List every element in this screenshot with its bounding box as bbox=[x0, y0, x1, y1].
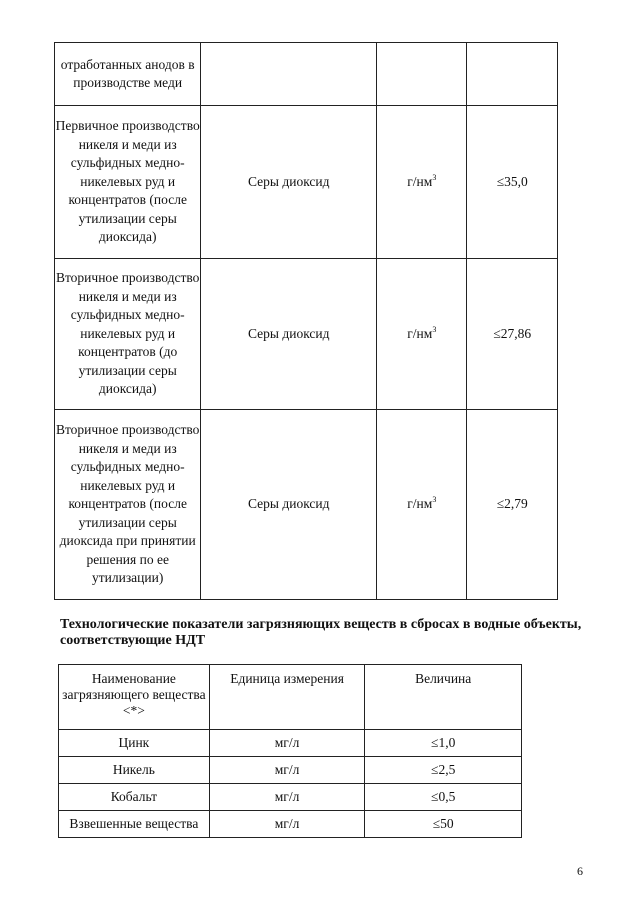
substance-cell: Никель bbox=[59, 757, 210, 784]
substance-cell bbox=[201, 43, 377, 106]
unit-exponent: 3 bbox=[432, 324, 437, 334]
table-row bbox=[59, 730, 522, 757]
process-cell: Вторичное производство никеля и меди из сульфидных медно-никелевых руд и концентратов (до утилизации серы диоксида) bbox=[55, 259, 201, 410]
unit-cell: мг/л bbox=[209, 811, 365, 838]
substance-cell: Взвешенные вещества bbox=[59, 811, 210, 838]
table-row bbox=[59, 811, 522, 838]
unit-exponent: 3 bbox=[432, 495, 437, 505]
column-header-unit: Единица измерения bbox=[209, 665, 365, 730]
process-cell: отработанных анодов в производстве меди bbox=[55, 43, 201, 106]
unit-cell bbox=[377, 410, 467, 600]
table-row bbox=[59, 784, 522, 811]
substance-cell: Кобальт bbox=[59, 784, 210, 811]
column-header-value: Величина bbox=[365, 665, 522, 730]
substance-cell: Серы диоксид bbox=[201, 259, 377, 410]
value-cell bbox=[467, 43, 558, 106]
value-cell: ≤0,5 bbox=[365, 784, 522, 811]
table-row bbox=[55, 43, 558, 106]
substance-cell: Серы диоксид bbox=[201, 106, 377, 259]
page-number: 6 bbox=[577, 864, 583, 878]
discharge-table bbox=[58, 664, 522, 838]
table-row bbox=[55, 410, 558, 600]
unit-text: г/нм bbox=[407, 173, 433, 189]
section-heading: Технологические показатели загрязняющих веществ в сбросах в водные объекты, соответствующие НДТ bbox=[60, 617, 582, 648]
table-row bbox=[55, 259, 558, 410]
process-cell: Первичное производство никеля и меди из сульфидных медно-никелевых руд и концентратов (после утилизации серы диоксида) bbox=[55, 106, 201, 259]
value-cell: ≤2,79 bbox=[467, 410, 558, 600]
unit-cell bbox=[377, 106, 467, 259]
emissions-table bbox=[54, 42, 558, 600]
value-cell: ≤1,0 bbox=[365, 730, 522, 757]
process-cell: Вторичное производство никеля и меди из сульфидных медно-никелевых руд и концентратов (после утилизации серы диоксида при принятии решения по ее утилизации) bbox=[55, 410, 201, 600]
value-cell: ≤27,86 bbox=[467, 259, 558, 410]
table-header-row bbox=[59, 665, 522, 730]
substance-cell: Цинк bbox=[59, 730, 210, 757]
column-header-substance: Наименование загрязняющего вещества <*> bbox=[59, 665, 210, 730]
table-row bbox=[55, 106, 558, 259]
value-cell: ≤2,5 bbox=[365, 757, 522, 784]
unit-exponent: 3 bbox=[432, 172, 437, 182]
unit-cell: мг/л bbox=[209, 757, 365, 784]
unit-text: г/нм bbox=[407, 325, 433, 341]
value-cell: ≤50 bbox=[365, 811, 522, 838]
unit-cell: мг/л bbox=[209, 730, 365, 757]
unit-cell bbox=[377, 259, 467, 410]
unit-cell bbox=[377, 43, 467, 106]
value-cell: ≤35,0 bbox=[467, 106, 558, 259]
table-row bbox=[59, 757, 522, 784]
substance-cell: Серы диоксид bbox=[201, 410, 377, 600]
unit-text: г/нм bbox=[407, 496, 433, 512]
unit-cell: мг/л bbox=[209, 784, 365, 811]
